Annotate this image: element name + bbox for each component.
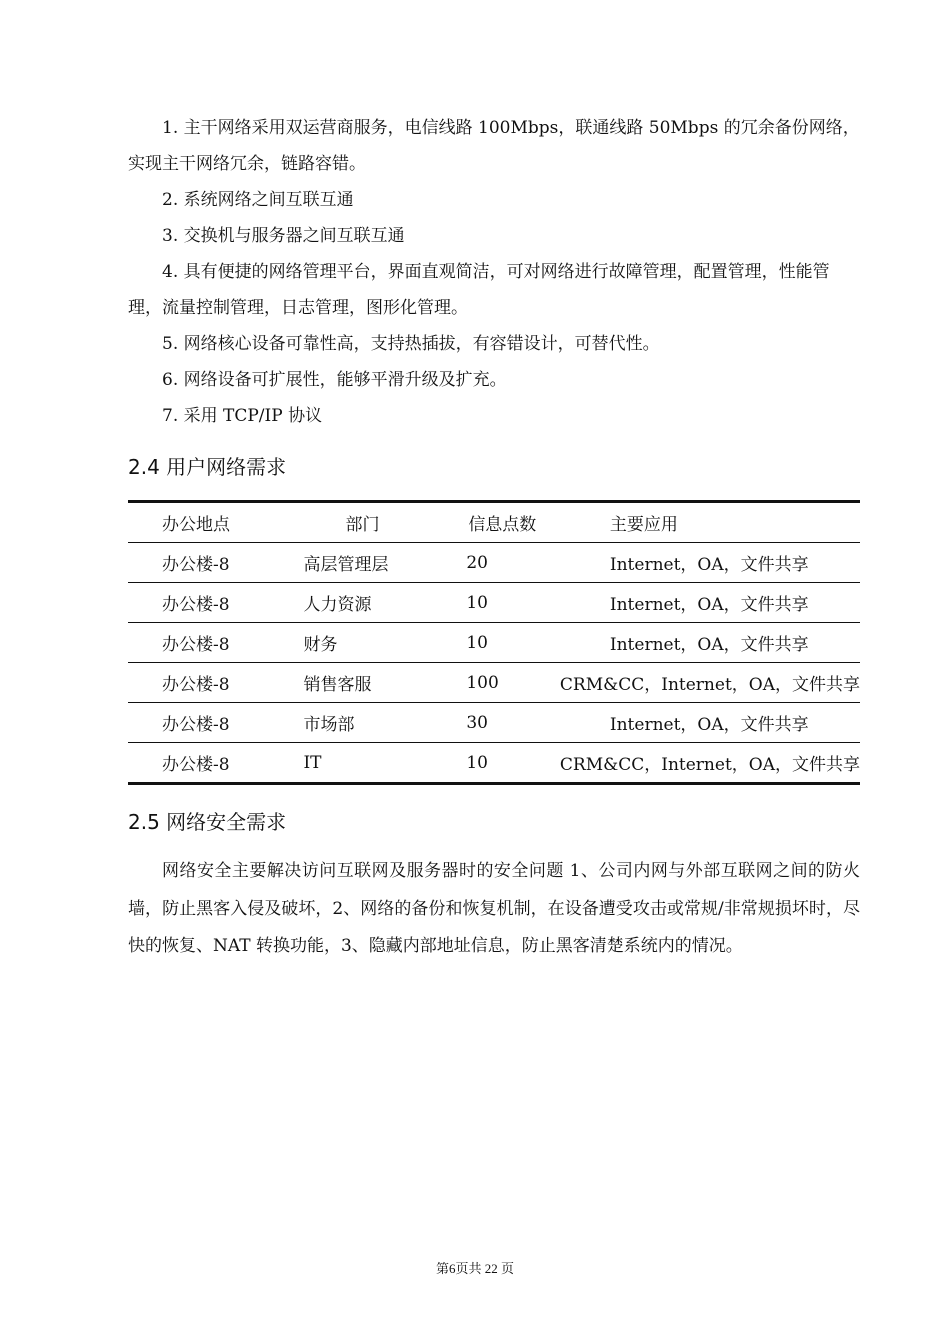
- cell-applications: CRM&CC，Internet，OA，文件共享: [559, 675, 860, 695]
- cell-info-points: 20: [466, 552, 488, 573]
- cell-info-points: 100: [466, 672, 499, 693]
- cell-location: 办公楼-8: [162, 635, 230, 655]
- table-row: [128, 543, 860, 583]
- user-network-table: [128, 500, 860, 785]
- cell-info-points: 30: [466, 712, 488, 733]
- cell-info-points: 10: [466, 752, 488, 773]
- cell-location: 办公楼-8: [162, 755, 230, 775]
- cell-applications: Internet，OA，文件共享: [609, 555, 809, 575]
- header-applications: 主要应用: [609, 515, 678, 535]
- list-item-2: 2. 系统网络之间互联互通: [162, 190, 354, 210]
- page-footer: 第6页共 22 页: [435, 1261, 514, 1276]
- section-heading-2-4: 2.4 用户网络需求: [128, 455, 287, 479]
- cell-applications: CRM&CC，Internet，OA，文件共享: [559, 755, 860, 775]
- table-header-row: [128, 502, 860, 543]
- table-row: [128, 583, 860, 623]
- list-item-3: 3. 交换机与服务器之间互联互通: [162, 226, 405, 246]
- list-item-1: 1. 主干网络采用双运营商服务，电信线路 100Mbps，联通线路 50Mbps 的冗余备份网络，实现主干网络冗余，链路容错。: [128, 118, 860, 174]
- cell-department: 财务: [303, 635, 338, 655]
- section-heading-2-5: 2.5 网络安全需求: [128, 810, 287, 834]
- list-item-5: 5. 网络核心设备可靠性高，支持热插拔，有容错设计，可替代性。: [162, 334, 660, 354]
- list-item-7: 7. 采用 TCP/IP 协议: [162, 406, 323, 426]
- list-item-6: 6. 网络设备可扩展性，能够平滑升级及扩充。: [162, 370, 507, 390]
- document-page: [128, 110, 860, 966]
- cell-location: 办公楼-8: [162, 555, 230, 575]
- list-item-4: 4. 具有便捷的网络管理平台，界面直观简洁，可对网络进行故障管理，配置管理，性能管理，流量控制管理，日志管理，图形化管理。: [128, 262, 830, 318]
- table-row: [128, 703, 860, 743]
- cell-department: IT: [303, 752, 322, 773]
- cell-info-points: 10: [466, 592, 488, 613]
- table-row: [128, 743, 860, 784]
- cell-department: 人力资源: [303, 595, 372, 615]
- cell-applications: Internet，OA，文件共享: [609, 715, 809, 735]
- cell-department: 高层管理层: [303, 555, 389, 575]
- cell-location: 办公楼-8: [162, 715, 230, 735]
- cell-applications: Internet，OA，文件共享: [609, 635, 809, 655]
- cell-department: 市场部: [303, 715, 355, 735]
- header-info-points: 信息点数: [468, 515, 537, 535]
- cell-location: 办公楼-8: [162, 675, 230, 695]
- cell-location: 办公楼-8: [162, 595, 230, 615]
- cell-info-points: 10: [466, 632, 488, 653]
- table-row: [128, 663, 860, 703]
- security-paragraph: 网络安全主要解决访问互联网及服务器时的安全问题 1、公司内网与外部互联网之间的防火墙，防止黑客入侵及破坏，2、网络的备份和恢复机制，在设备遭受攻击或常规/非常规损坏时，尽快的恢复、NAT 转换功能，3、隐藏内部地址信息，防止黑客清楚系统内的情况。: [128, 861, 860, 956]
- header-department: 部门: [345, 515, 380, 535]
- cell-applications: Internet，OA，文件共享: [609, 595, 809, 615]
- table-row: [128, 623, 860, 663]
- header-location: 办公地点: [162, 515, 230, 535]
- cell-department: 销售客服: [303, 675, 372, 695]
